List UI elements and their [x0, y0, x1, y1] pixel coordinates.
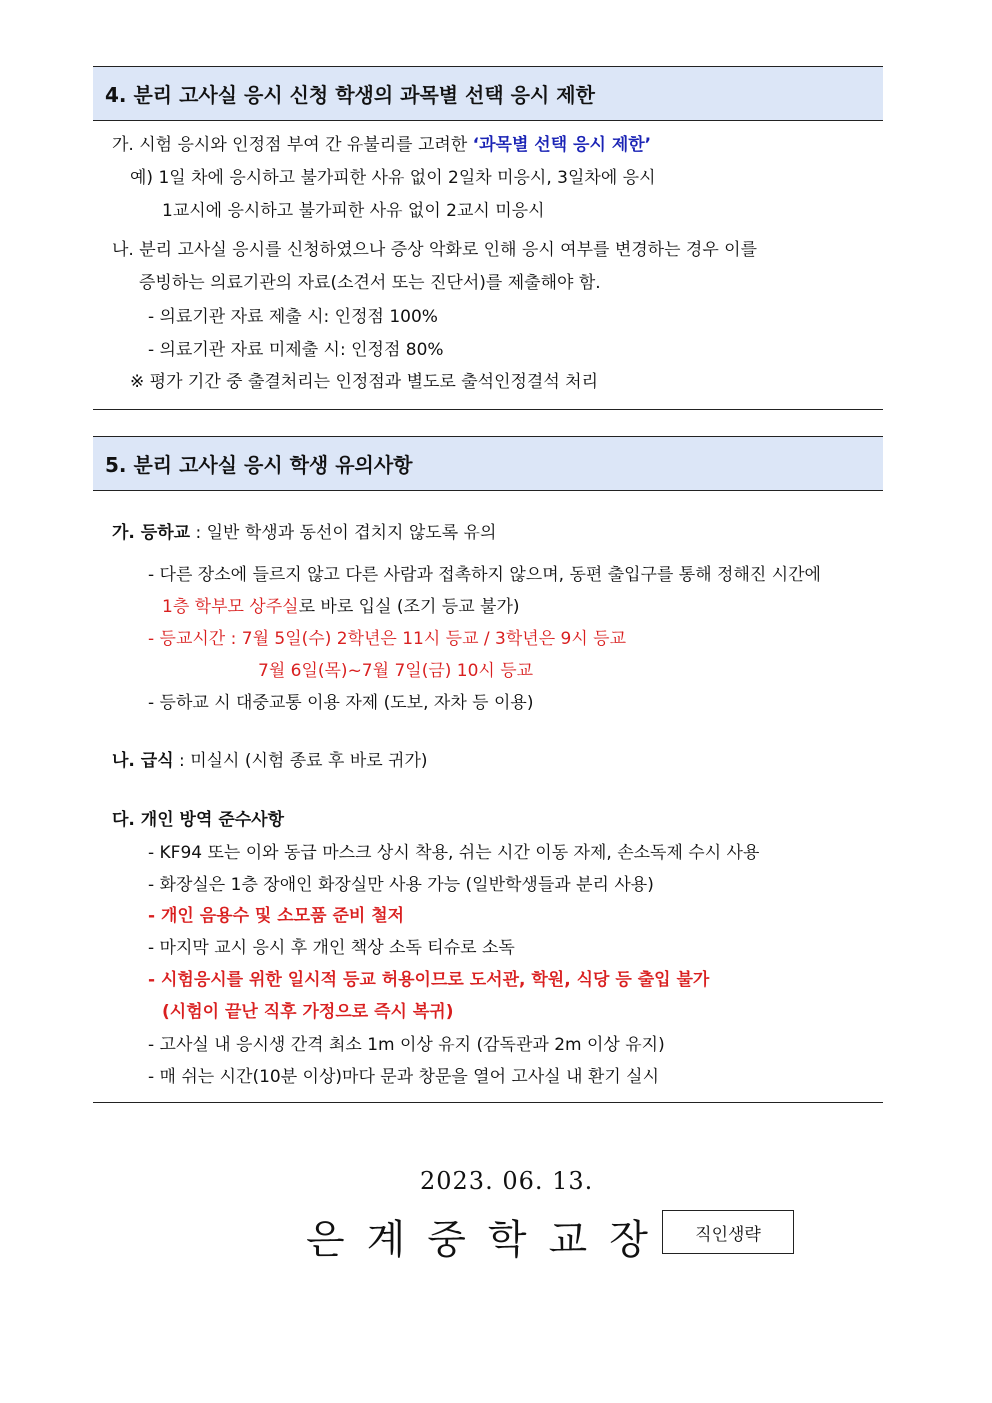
document-date: 2023. 06. 13.	[420, 1167, 594, 1195]
section-4-example-line-2: 1교시에 응시하고 불가피한 사유 없이 2교시 미응시	[162, 201, 545, 221]
section-4-note: ※ 평가 기간 중 출결처리는 인정점과 별도로 출석인정결석 처리	[130, 372, 599, 392]
section-5-ga-bullet-1-line-2: 1층 학부모 상주실로 바로 입실 (조기 등교 불가)	[162, 597, 520, 617]
section-4-example-line-1: 예) 1일 차에 응시하고 불가피한 사유 없이 2일차 미응시, 3일차에 응시	[130, 168, 656, 188]
section-4-item-ga: 가. 시험 응시와 인정점 부여 간 유불리를 고려한 ‘과목별 선택 응시 제한’	[112, 135, 652, 155]
section-5-ga-bullet-2-line-2: 7월 6일(목)~7월 7일(금) 10시 등교	[258, 661, 534, 681]
section-4-item-na-line-1: 나. 분리 고사실 응시를 신청하였으나 증상 악화로 인해 응시 여부를 변경하는 경우 이를	[112, 240, 758, 260]
selective-restriction-highlight: ‘과목별 선택 응시 제한’	[472, 135, 652, 155]
seal-omitted-box	[662, 1210, 794, 1254]
section-5-bottom-rule	[93, 1102, 883, 1103]
parent-room-location: 1층 학부모 상주실	[162, 597, 299, 617]
section-5-da-bullet-6: - 고사실 내 응시생 간격 최소 1m 이상 유지 (감독관과 2m 이상 유지)	[148, 1035, 665, 1055]
seal-omitted-label: 직인생략	[695, 1224, 761, 1245]
section-5-item-da: 다. 개인 방역 준수사항	[112, 810, 285, 830]
section-5-header	[93, 436, 883, 491]
section-4-title: 4. 분리 고사실 응시 신청 학생의 과목별 선택 응시 제한	[105, 83, 595, 107]
section-4-bullet-1: - 의료기관 자료 제출 시: 인정점 100%	[148, 307, 438, 327]
section-4-item-na-line-2: 증빙하는 의료기관의 자료(소견서 또는 진단서)를 제출해야 함.	[139, 273, 601, 293]
section-5-ga-bullet-1-line-1: - 다른 장소에 들르지 않고 다른 사람과 접촉하지 않으며, 동편 출입구를 통해 정해진 시간에	[148, 565, 821, 585]
section-5-da-bullet-3: - 개인 음용수 및 소모품 준비 철저	[148, 906, 405, 926]
section-5-title: 5. 분리 고사실 응시 학생 유의사항	[105, 453, 413, 477]
section-5-ga-bullet-2-line-1: - 등교시간 : 7월 5일(수) 2학년은 11시 등교 / 3학년은 9시 등교	[148, 629, 627, 649]
section-5-da-bullet-2: - 화장실은 1층 장애인 화장실만 사용 가능 (일반학생들과 분리 사용)	[148, 875, 654, 895]
section-4-header	[93, 66, 883, 121]
section-5-da-bullet-7: - 매 쉬는 시간(10분 이상)마다 문과 창문을 열어 고사실 내 환기 실시	[148, 1067, 660, 1087]
section-4-bullet-2: - 의료기관 자료 미제출 시: 인정점 80%	[148, 340, 444, 360]
section-5-da-bullet-5-line-1: - 시험응시를 위한 일시적 등교 허용이므로 도서관, 학원, 식당 등 출입 불가	[148, 970, 710, 990]
section-5-item-na: 나. 급식 : 미실시 (시험 종료 후 바로 귀가)	[112, 751, 428, 771]
section-5-item-ga: 가. 등하교 : 일반 학생과 동선이 겹치지 않도록 유의	[112, 523, 497, 543]
section-5-da-bullet-5-line-2: (시험이 끝난 직후 가정으로 즉시 복귀)	[162, 1002, 454, 1022]
principal-signature: 은계중학교장	[306, 1217, 670, 1263]
section-5-da-bullet-4: - 마지막 교시 응시 후 개인 책상 소독 티슈로 소독	[148, 938, 515, 958]
section-4-bottom-rule	[93, 409, 883, 410]
section-5-da-bullet-1: - KF94 또는 이와 동급 마스크 상시 착용, 쉬는 시간 이동 자제, 손소독제 수시 사용	[148, 843, 760, 863]
section-5-ga-bullet-3: - 등하교 시 대중교통 이용 자제 (도보, 자차 등 이용)	[148, 693, 534, 713]
